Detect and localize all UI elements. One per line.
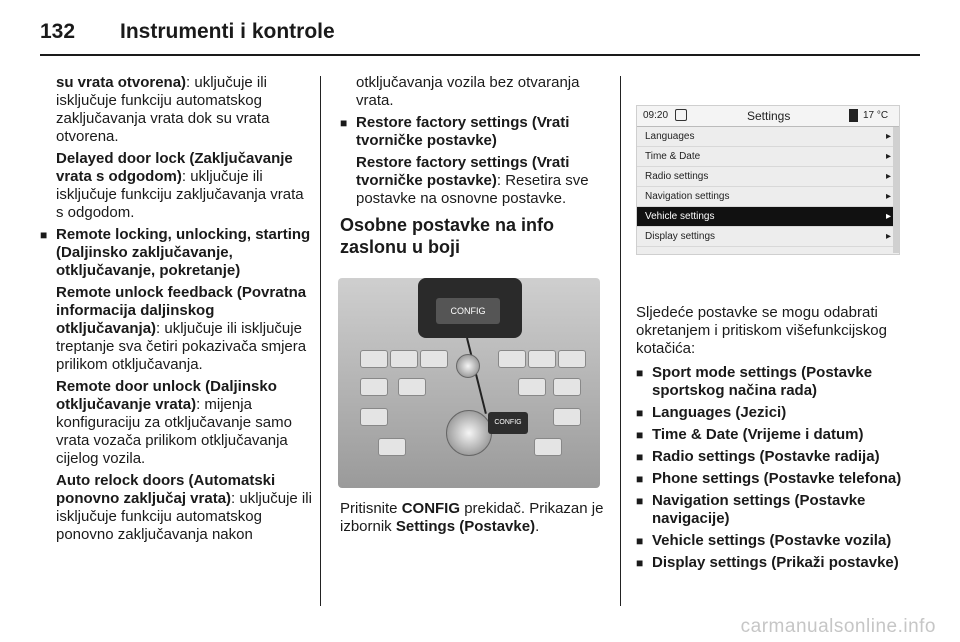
chevron-right-icon: ▸ <box>885 191 891 202</box>
panel-button <box>534 438 562 456</box>
column-divider <box>620 76 621 606</box>
panel-button <box>518 378 546 396</box>
scrollbar[interactable] <box>893 127 899 253</box>
bullet-item <box>40 226 312 280</box>
chevron-right-icon: ▸ <box>885 151 891 162</box>
term: su vrata otvorena) <box>56 74 187 91</box>
bullet-heading: Restore factory settings (Vrati tvorničke postavke) <box>356 114 570 149</box>
panel-button <box>360 408 388 426</box>
caption-part: . <box>535 518 540 535</box>
control-panel-photo <box>338 278 600 488</box>
column-right <box>636 304 916 576</box>
column-left <box>40 74 312 548</box>
screen-time: 09:20 <box>643 110 669 121</box>
bullet-item <box>636 470 916 488</box>
screen-temperature: 17 °C <box>863 110 889 121</box>
description: : Resetira sve postavke na osnovne postavke. <box>356 172 589 207</box>
menu-item-label: Vehicle settings <box>645 211 715 222</box>
phone-icon <box>849 109 858 122</box>
screen-status-bar <box>637 106 899 127</box>
bullet-item <box>636 448 916 466</box>
paragraph <box>40 472 312 544</box>
description: : uključuje ili isključuje funkciju automatskog zaključavanja vrata dok su vrata otvorena. <box>56 74 270 145</box>
description: : uključuje ili isključuje funkciju zaključavanja vrata s odgodom. <box>56 168 304 221</box>
footer <box>0 612 960 642</box>
bullet-text: Radio settings (Postavke radija) <box>652 448 880 465</box>
section-title: Osobne postavke na info zaslonu u boji <box>340 215 555 257</box>
paragraph <box>340 154 608 208</box>
bullet-item <box>636 404 916 422</box>
bullet-text: Time & Date (Vrijeme i datum) <box>652 426 864 443</box>
page-title: Instrumenti i kontrole <box>120 20 335 43</box>
chevron-right-icon: ▸ <box>885 171 891 182</box>
page-header <box>40 14 920 54</box>
term: Auto relock doors (Automatski ponovno zaključaj vrata) <box>56 472 276 507</box>
description: : mijenja konfiguraciju za otključavanje samo vrata vozača prilikom otključavanja cijelog vozila. <box>56 396 292 467</box>
bullet-text: Display settings (Prikaži postavke) <box>652 554 899 571</box>
bullet-text: Sport mode settings (Postavke sportskog načina rada) <box>652 364 873 399</box>
caption-term: CONFIG <box>401 500 461 517</box>
caption <box>340 500 608 540</box>
watermark: carmanualsonline.info <box>740 616 936 637</box>
paragraph <box>40 378 312 468</box>
header-rule <box>40 54 920 56</box>
preset-button <box>498 350 526 368</box>
settings-screen <box>636 105 900 255</box>
paragraph <box>40 150 312 222</box>
bullet-text: Navigation settings (Postavke navigacije) <box>652 492 866 527</box>
preset-button <box>528 350 556 368</box>
chevron-right-icon: ▸ <box>885 211 891 222</box>
paragraph <box>40 74 312 146</box>
clock-icon <box>675 109 687 121</box>
menu-item-navigation[interactable] <box>637 187 899 207</box>
paragraph <box>40 284 312 374</box>
caption-part: Pritisnite <box>340 500 402 517</box>
volume-knob <box>456 354 480 378</box>
term: Remote unlock feedback (Povratna informacija daljinskog otključavanja) <box>56 284 307 337</box>
preset-button <box>558 350 586 368</box>
bullet-item <box>636 532 916 550</box>
paragraph: otključavanja vozila bez otvaranja vrata. <box>356 74 580 109</box>
description: : uključuje ili isključuje funkciju automatskog ponovno zaključavanja nakon <box>56 490 312 543</box>
preset-button <box>390 350 418 368</box>
caption-part: prekidač. Prikazan je izbornik <box>340 500 604 535</box>
term: Delayed door lock (Zaključavanje vrata s odgodom) <box>56 150 293 185</box>
config-button-closeup: CONFIG <box>436 298 500 324</box>
term: Restore factory settings (Vrati tvorničke postavke) <box>356 154 570 189</box>
menu-item-vehicle[interactable] <box>637 207 899 227</box>
bullet-item <box>636 554 916 572</box>
panel-button <box>360 378 388 396</box>
menu-item-radio[interactable] <box>637 167 899 187</box>
intro-text: Sljedeće postavke se mogu odabrati okretanjem i pritiskom višefunkcijskog kotačića: <box>636 304 887 357</box>
caption-text <box>340 500 608 536</box>
column-middle <box>340 74 608 268</box>
panel-button <box>378 438 406 456</box>
bullet-item <box>636 492 916 528</box>
menu-item-display[interactable] <box>637 227 899 247</box>
menu-item-label: Display settings <box>645 231 716 242</box>
screen-title: Settings <box>747 109 791 123</box>
multifunction-knob <box>446 410 492 456</box>
bullet-text: Phone settings (Postavke telefona) <box>652 470 902 487</box>
bullet-item <box>340 114 608 150</box>
menu-item-label: Time & Date <box>645 151 701 162</box>
menu-item-time-date[interactable] <box>637 147 899 167</box>
caption-term: Settings (Postavke) <box>395 518 536 535</box>
description: : uključuje ili isključuje treptanje sva četiri pokazivača smjera prilikom otključavanja. <box>56 320 307 373</box>
preset-button <box>420 350 448 368</box>
bullet-item <box>636 426 916 444</box>
term: Remote door unlock (Daljinsko otključavanje vrata) <box>56 378 277 413</box>
bullet-item <box>636 364 916 400</box>
menu-item-languages[interactable] <box>637 127 899 147</box>
menu-item-label: Languages <box>645 131 695 142</box>
chevron-right-icon: ▸ <box>885 131 891 142</box>
bullet-text: Languages (Jezici) <box>652 404 787 421</box>
panel-button <box>553 408 581 426</box>
chevron-right-icon: ▸ <box>885 231 891 242</box>
menu-item-label: Navigation settings <box>645 191 730 202</box>
config-button: CONFIG <box>488 412 528 434</box>
preset-button <box>360 350 388 368</box>
column-divider <box>320 76 321 606</box>
panel-button <box>398 378 426 396</box>
page-number: 132 <box>40 20 76 43</box>
bullet-text: Vehicle settings (Postavke vozila) <box>652 532 892 549</box>
panel-button <box>553 378 581 396</box>
menu-item-label: Radio settings <box>645 171 709 182</box>
bullet-heading: Remote locking, unlocking, starting (Daljinsko zaključavanje, otključavanje, pokretanje) <box>56 226 311 279</box>
